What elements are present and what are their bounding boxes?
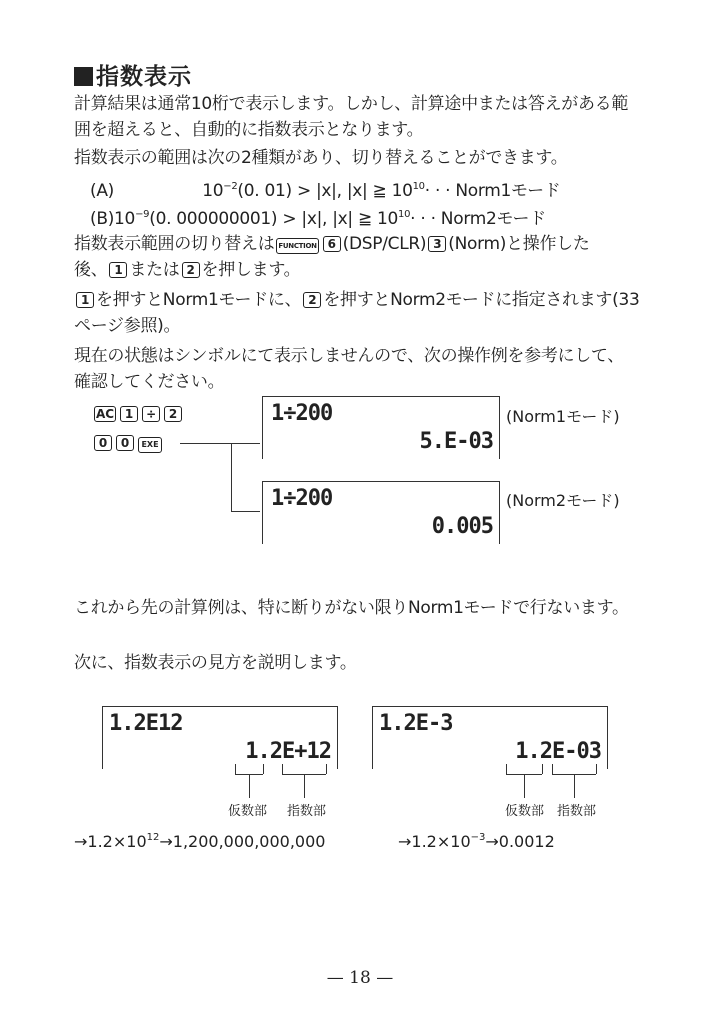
- display-exp-negative: [372, 706, 608, 769]
- switch-line-1: [74, 232, 590, 256]
- mantissa-label-pos: 仮数部: [228, 804, 268, 819]
- mode-a-label: (A): [90, 181, 114, 201]
- key-2-c: 2: [164, 406, 182, 422]
- bracket-neg-e-r: [596, 764, 597, 774]
- display-norm2-line2: 0.005: [431, 514, 493, 539]
- example-keys-row-1: [92, 404, 184, 423]
- key-1-c: 1: [120, 406, 138, 422]
- key-0-a: 0: [94, 435, 112, 451]
- display-exp-neg-line2: 1.2E-03: [515, 739, 601, 764]
- mode-a-exp: −2: [223, 181, 238, 192]
- paragraph-2: 指数表示の範囲は次の2種類があり、切り替えることができます。: [74, 148, 568, 168]
- display-exp-positive: [102, 706, 338, 769]
- exponent-label-neg: 指数部: [557, 804, 597, 819]
- norm-note-text-1: を押すとNorm1モードに、: [96, 290, 302, 310]
- bracket-neg-m-r: [542, 764, 543, 774]
- key-0-b: 0: [116, 435, 134, 451]
- paragraph-1b: 囲を超えると、自動的に指数表示となります。: [74, 120, 424, 140]
- heading-square-icon: [74, 67, 93, 86]
- display-norm1: [262, 396, 500, 459]
- mode-a-base: 10: [202, 181, 224, 201]
- connector-line-h2: [231, 511, 260, 512]
- bracket-pos-m-stem: [249, 774, 250, 798]
- result-pos-exp: 12: [146, 832, 160, 843]
- result-pos-text: →1.2×10: [74, 832, 147, 851]
- function-key: FUNCTION: [276, 238, 318, 254]
- status-note-line-2: 確認してください。: [74, 372, 225, 392]
- bracket-neg-e-l: [552, 764, 553, 774]
- display-norm2-label: (Norm2モード): [506, 491, 620, 510]
- display-norm2-line1: 1÷200: [271, 486, 333, 511]
- bracket-pos-m-l: [235, 764, 236, 774]
- page-number: — 18 —: [326, 968, 394, 988]
- result-neg-text: →1.2×10: [398, 832, 471, 851]
- bracket-pos-e-l: [282, 764, 283, 774]
- mantissa-label-neg: 仮数部: [505, 804, 545, 819]
- divide-key: ÷: [142, 406, 160, 422]
- bracket-neg-m-stem: [524, 774, 525, 798]
- norm-note-text-2: を押すとNorm2モードに指定されます(33: [323, 290, 640, 310]
- key-6: 6: [323, 236, 341, 252]
- heading-text: 指数表示: [96, 64, 192, 90]
- after-note: これから先の計算例は、特に断りがない限りNorm1モードで行ないます。: [74, 598, 629, 618]
- mode-b-exp2: 10: [398, 209, 411, 220]
- connector-line-v: [231, 443, 232, 512]
- mode-a-line: [90, 176, 560, 201]
- mode-b-base: 10: [114, 209, 136, 229]
- result-pos-tail: →1,200,000,000,000: [159, 832, 326, 851]
- result-negative: [398, 832, 555, 851]
- next-note: 次に、指数表示の見方を説明します。: [74, 653, 357, 673]
- display-exp-neg-line1: 1.2E-3: [379, 711, 453, 736]
- bracket-pos-m-r: [263, 764, 264, 774]
- result-neg-exp: −3: [470, 832, 486, 843]
- bracket-neg-e-stem: [574, 774, 575, 798]
- bracket-pos-e-stem: [304, 774, 305, 798]
- mode-a-tail: · · · Norm1モード: [424, 181, 561, 201]
- result-neg-tail: →0.0012: [485, 832, 555, 851]
- display-norm1-label: (Norm1モード): [506, 407, 620, 426]
- switch-text-6: を押します。: [201, 260, 301, 280]
- mode-b-line: [90, 204, 546, 229]
- switch-line-2: [74, 258, 300, 282]
- display-exp-pos-line2: 1.2E+12: [245, 739, 331, 764]
- key-2-b: 2: [303, 292, 321, 308]
- mode-a-rest: (0. 01) > |x|, |x| ≧ 10: [237, 181, 413, 201]
- paragraph-1: 計算結果は通常10桁で表示します。しかし、計算途中または答えがある範: [74, 94, 629, 114]
- mode-a-exp2: 10: [412, 181, 425, 192]
- norm-note-line-1: [74, 288, 639, 312]
- mode-b-rest: (0. 000000001) > |x|, |x| ≧ 10: [149, 209, 399, 229]
- key-2: 2: [182, 262, 200, 278]
- section-heading: [74, 58, 192, 91]
- result-positive: [74, 832, 325, 851]
- key-1-b: 1: [76, 292, 94, 308]
- display-norm1-line2: 5.E-03: [419, 429, 493, 454]
- norm-note-line-2: ページ参照)。: [74, 316, 181, 336]
- mode-b-exp: −9: [135, 209, 150, 220]
- mode-b-tail: · · · Norm2モード: [410, 209, 546, 229]
- key-1: 1: [109, 262, 127, 278]
- display-norm1-line1: 1÷200: [271, 401, 333, 426]
- display-exp-pos-line1: 1.2E12: [109, 711, 183, 736]
- bracket-neg-m-l: [506, 764, 507, 774]
- example-keys-row-2: [92, 433, 164, 453]
- switch-text-5: または: [129, 260, 180, 280]
- switch-text-2: (DSP/CLR): [342, 234, 427, 254]
- bracket-pos-e-r: [326, 764, 327, 774]
- mode-b-label: (B): [90, 209, 115, 229]
- switch-text-1: 指数表示範囲の切り替えは: [74, 234, 275, 254]
- switch-text-3: (Norm)と操作した: [448, 234, 590, 254]
- switch-text-4: 後、: [74, 260, 108, 280]
- key-3: 3: [428, 236, 446, 252]
- display-norm2: [262, 481, 500, 544]
- exponent-label-pos: 指数部: [287, 804, 327, 819]
- status-note-line-1: 現在の状態はシンボルにて表示しませんので、次の操作例を参考にして、: [74, 346, 624, 366]
- exe-key: EXE: [138, 437, 162, 453]
- connector-line-h1: [180, 443, 260, 444]
- ac-key: AC: [96, 407, 115, 421]
